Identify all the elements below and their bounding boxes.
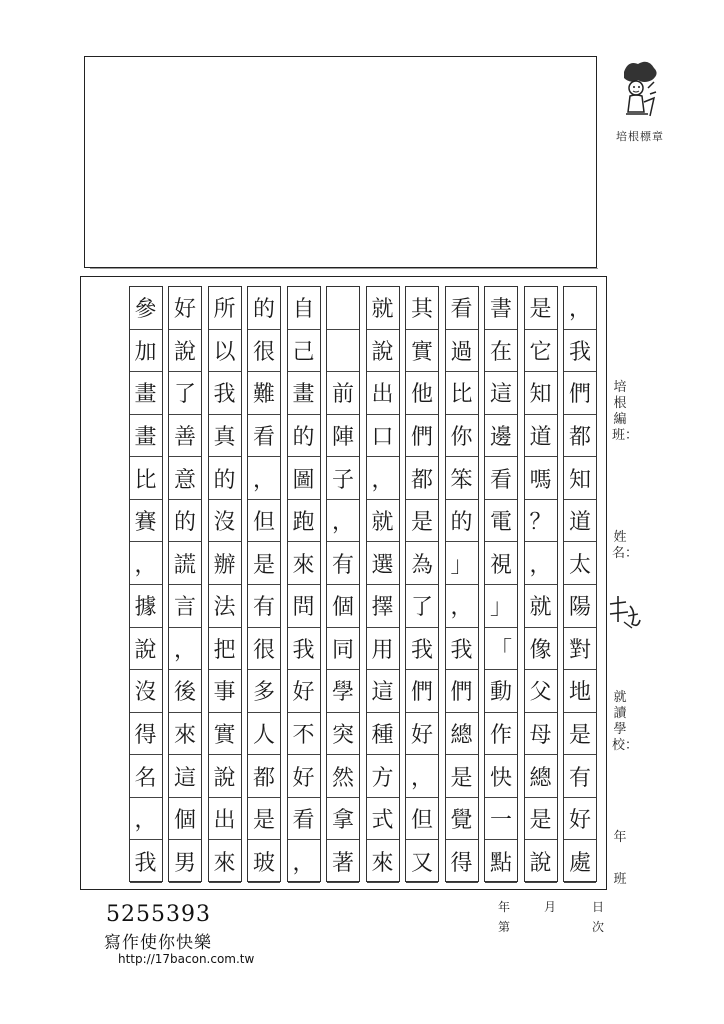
essay-cell: 口 bbox=[367, 415, 399, 458]
essay-cell: 所 bbox=[209, 287, 241, 330]
essay-cell: 點 bbox=[485, 840, 517, 883]
essay-cell: ？ bbox=[525, 500, 557, 543]
essay-cell: 總 bbox=[525, 755, 557, 798]
essay-column bbox=[208, 286, 242, 882]
essay-cell: 看 bbox=[485, 457, 517, 500]
essay-cell: 處 bbox=[564, 840, 596, 883]
essay-cell: 作 bbox=[485, 713, 517, 756]
essay-cell: 快 bbox=[485, 755, 517, 798]
essay-cell: 突 bbox=[327, 713, 359, 756]
essay-cell: 子 bbox=[327, 457, 359, 500]
essay-cell: ， bbox=[525, 542, 557, 585]
essay-cell: ， bbox=[130, 798, 162, 841]
essay-cell: 出 bbox=[367, 372, 399, 415]
essay-cell: 圖 bbox=[288, 457, 320, 500]
essay-cell: 動 bbox=[485, 670, 517, 713]
essay-cell: 沒 bbox=[130, 670, 162, 713]
essay-cell: 名 bbox=[130, 755, 162, 798]
essay-cell: 」 bbox=[446, 542, 478, 585]
essay-cell: 畫 bbox=[130, 372, 162, 415]
essay-cell: 自 bbox=[288, 287, 320, 330]
essay-column bbox=[129, 286, 163, 882]
essay-cell: 都 bbox=[564, 415, 596, 458]
essay-cell: 他 bbox=[406, 372, 438, 415]
essay-cell: 畫 bbox=[130, 415, 162, 458]
essay-cell: 來 bbox=[169, 713, 201, 756]
essay-column bbox=[405, 286, 439, 882]
comment-box-shadow bbox=[90, 268, 598, 272]
essay-cell: 邊 bbox=[485, 415, 517, 458]
essay-cell: 我 bbox=[406, 628, 438, 671]
essay-cell: 跑 bbox=[288, 500, 320, 543]
essay-cell: 以 bbox=[209, 330, 241, 373]
essay-cell: 「 bbox=[485, 628, 517, 671]
essay-cell: 是 bbox=[525, 287, 557, 330]
essay-cell: 說 bbox=[209, 755, 241, 798]
essay-cell: 沒 bbox=[209, 500, 241, 543]
essay-cell: 知 bbox=[564, 457, 596, 500]
essay-cell: 擇 bbox=[367, 585, 399, 628]
essay-cell: 參 bbox=[130, 287, 162, 330]
essay-cell: 像 bbox=[525, 628, 557, 671]
essay-cell: 是 bbox=[248, 542, 280, 585]
essay-cell: 加 bbox=[130, 330, 162, 373]
essay-cell: 太 bbox=[564, 542, 596, 585]
handwritten-name-icon bbox=[606, 592, 642, 638]
essay-cell: 很 bbox=[248, 330, 280, 373]
essay-cell: 說 bbox=[367, 330, 399, 373]
essay-cell: 是 bbox=[525, 798, 557, 841]
essay-cell: 又 bbox=[406, 840, 438, 883]
essay-cell: 得 bbox=[446, 840, 478, 883]
essay-cell: 好 bbox=[288, 755, 320, 798]
essay-cell: 來 bbox=[367, 840, 399, 883]
essay-cell: 是 bbox=[248, 798, 280, 841]
essay-cell: 難 bbox=[248, 372, 280, 415]
essay-cell: 在 bbox=[485, 330, 517, 373]
essay-column bbox=[563, 286, 597, 882]
essay-cell: 著 bbox=[327, 840, 359, 883]
essay-cell: 的 bbox=[446, 500, 478, 543]
essay-cell: 就 bbox=[525, 585, 557, 628]
essay-cell: 我 bbox=[130, 840, 162, 883]
essay-cell: 但 bbox=[406, 798, 438, 841]
essay-cell: 有 bbox=[248, 585, 280, 628]
essay-cell: 是 bbox=[446, 755, 478, 798]
essay-cell: 好 bbox=[406, 713, 438, 756]
essay-cell: 它 bbox=[525, 330, 557, 373]
essay-cell: 男 bbox=[169, 840, 201, 883]
essay-cell bbox=[327, 287, 359, 330]
essay-cell: 就 bbox=[367, 500, 399, 543]
essay-cell: 善 bbox=[169, 415, 201, 458]
essay-cell: 這 bbox=[485, 372, 517, 415]
logo-caption: 培根標章 bbox=[616, 130, 664, 143]
essay-cell: 前 bbox=[327, 372, 359, 415]
essay-cell: 意 bbox=[169, 457, 201, 500]
essay-cell: 把 bbox=[209, 628, 241, 671]
essay-cell: ， bbox=[130, 542, 162, 585]
essay-column bbox=[524, 286, 558, 882]
essay-column bbox=[168, 286, 202, 882]
footer-url: http://17bacon.com.tw bbox=[118, 952, 255, 966]
essay-cell: 比 bbox=[446, 372, 478, 415]
essay-cell: 比 bbox=[130, 457, 162, 500]
essay-cell: 陽 bbox=[564, 585, 596, 628]
essay-cell: 我 bbox=[446, 628, 478, 671]
date-ci-label: 次 bbox=[592, 920, 605, 934]
essay-cell: ， bbox=[169, 628, 201, 671]
essay-cell: 們 bbox=[406, 415, 438, 458]
essay-cell: 嗎 bbox=[525, 457, 557, 500]
essay-cell: 賽 bbox=[130, 500, 162, 543]
essay-cell: 都 bbox=[248, 755, 280, 798]
essay-cell: 」 bbox=[485, 585, 517, 628]
essay-cell: 好 bbox=[288, 670, 320, 713]
essay-cell: 們 bbox=[564, 372, 596, 415]
year-label: 年 bbox=[613, 830, 627, 845]
essay-cell: 據 bbox=[130, 585, 162, 628]
name-label: 姓名： bbox=[612, 530, 639, 561]
essay-cell: ， bbox=[406, 755, 438, 798]
essay-cell: 是 bbox=[564, 713, 596, 756]
date-year-label: 年 bbox=[498, 900, 511, 914]
essay-cell: 拿 bbox=[327, 798, 359, 841]
essay-cell: 來 bbox=[288, 542, 320, 585]
essay-cell: 總 bbox=[446, 713, 478, 756]
essay-cell: 的 bbox=[169, 500, 201, 543]
essay-cell: 就 bbox=[367, 287, 399, 330]
essay-cell: 但 bbox=[248, 500, 280, 543]
essay-cell: 辦 bbox=[209, 542, 241, 585]
essay-cell: 書 bbox=[485, 287, 517, 330]
essay-cell: 玻 bbox=[248, 840, 280, 883]
essay-cell: 的 bbox=[288, 415, 320, 458]
essay-cell: ， bbox=[564, 287, 596, 330]
date-month-label: 月 bbox=[544, 900, 557, 914]
essay-cell: 了 bbox=[169, 372, 201, 415]
essay-cell: 後 bbox=[169, 670, 201, 713]
essay-cell: 很 bbox=[248, 628, 280, 671]
essay-column bbox=[247, 286, 281, 882]
essay-cell: 這 bbox=[367, 670, 399, 713]
essay-cell: 不 bbox=[288, 713, 320, 756]
essay-cell: 們 bbox=[446, 670, 478, 713]
essay-cell: 問 bbox=[288, 585, 320, 628]
essay-cell: 好 bbox=[564, 798, 596, 841]
essay-cell: 我 bbox=[564, 330, 596, 373]
essay-cell: 好 bbox=[169, 287, 201, 330]
essay-cell: ， bbox=[327, 500, 359, 543]
essay-cell: 你 bbox=[446, 415, 478, 458]
essay-cell: ， bbox=[367, 457, 399, 500]
essay-cell: 笨 bbox=[446, 457, 478, 500]
essay-cell: 事 bbox=[209, 670, 241, 713]
essay-cell: 過 bbox=[446, 330, 478, 373]
essay-cell: 對 bbox=[564, 628, 596, 671]
essay-cell: 都 bbox=[406, 457, 438, 500]
essay-cell: ， bbox=[446, 585, 478, 628]
essay-cell: 是 bbox=[406, 500, 438, 543]
essay-cell: 真 bbox=[209, 415, 241, 458]
essay-cell bbox=[327, 330, 359, 373]
essay-cell: 法 bbox=[209, 585, 241, 628]
school-label: 就讀學校： bbox=[612, 690, 639, 753]
essay-column bbox=[287, 286, 321, 882]
essay-cell: ， bbox=[248, 457, 280, 500]
essay-cell: 知 bbox=[525, 372, 557, 415]
essay-cell: 有 bbox=[327, 542, 359, 585]
essay-cell: 看 bbox=[446, 287, 478, 330]
essay-cell: 一 bbox=[485, 798, 517, 841]
date-di-label: 第 bbox=[498, 920, 511, 934]
essay-column bbox=[445, 286, 479, 882]
essay-cell: 說 bbox=[130, 628, 162, 671]
footer-code: 5255393 bbox=[106, 902, 211, 927]
essay-cell: 道 bbox=[564, 500, 596, 543]
essay-cell: 然 bbox=[327, 755, 359, 798]
essay-cell: 的 bbox=[209, 457, 241, 500]
teacher-comment-box bbox=[84, 56, 597, 268]
essay-cell: 得 bbox=[130, 713, 162, 756]
essay-cell: 學 bbox=[327, 670, 359, 713]
footer-slogan: 寫作使你快樂 bbox=[104, 933, 212, 953]
essay-cell: 母 bbox=[525, 713, 557, 756]
essay-cell: 種 bbox=[367, 713, 399, 756]
essay-cell: 實 bbox=[209, 713, 241, 756]
essay-cell: 個 bbox=[169, 798, 201, 841]
essay-cell: 個 bbox=[327, 585, 359, 628]
essay-column bbox=[484, 286, 518, 882]
essay-cell: 實 bbox=[406, 330, 438, 373]
essay-cell: 的 bbox=[248, 287, 280, 330]
tree-mascot-icon bbox=[614, 58, 662, 122]
essay-cell: 選 bbox=[367, 542, 399, 585]
essay-cell: 看 bbox=[248, 415, 280, 458]
essay-cell: 電 bbox=[485, 500, 517, 543]
essay-cell: 用 bbox=[367, 628, 399, 671]
essay-cell: 其 bbox=[406, 287, 438, 330]
essay-cell: 說 bbox=[525, 840, 557, 883]
essay-cell: 謊 bbox=[169, 542, 201, 585]
essay-cell: 言 bbox=[169, 585, 201, 628]
essay-cell: 人 bbox=[248, 713, 280, 756]
essay-cell: 陣 bbox=[327, 415, 359, 458]
essay-cell: 們 bbox=[406, 670, 438, 713]
essay-cell: 式 bbox=[367, 798, 399, 841]
essay-cell: 方 bbox=[367, 755, 399, 798]
essay-cell: ， bbox=[288, 840, 320, 883]
essay-cell: 道 bbox=[525, 415, 557, 458]
essay-cell: 這 bbox=[169, 755, 201, 798]
essay-cell: 為 bbox=[406, 542, 438, 585]
date-day-label: 日 bbox=[592, 900, 605, 914]
essay-cell: 多 bbox=[248, 670, 280, 713]
essay-cell: 了 bbox=[406, 585, 438, 628]
essay-cell: 己 bbox=[288, 330, 320, 373]
ban-label: 班 bbox=[613, 872, 627, 887]
essay-cell: 畫 bbox=[288, 372, 320, 415]
essay-cell: 父 bbox=[525, 670, 557, 713]
essay-cell: 我 bbox=[209, 372, 241, 415]
essay-cell: 說 bbox=[169, 330, 201, 373]
essay-column bbox=[366, 286, 400, 882]
essay-cell: 同 bbox=[327, 628, 359, 671]
essay-cell: 有 bbox=[564, 755, 596, 798]
essay-cell: 出 bbox=[209, 798, 241, 841]
essay-cell: 來 bbox=[209, 840, 241, 883]
essay-cell: 視 bbox=[485, 542, 517, 585]
essay-cell: 地 bbox=[564, 670, 596, 713]
essay-cell: 覺 bbox=[446, 798, 478, 841]
essay-cell: 看 bbox=[288, 798, 320, 841]
essay-column bbox=[326, 286, 360, 882]
essay-cell: 我 bbox=[288, 628, 320, 671]
class-label: 培根編班： bbox=[612, 380, 639, 443]
